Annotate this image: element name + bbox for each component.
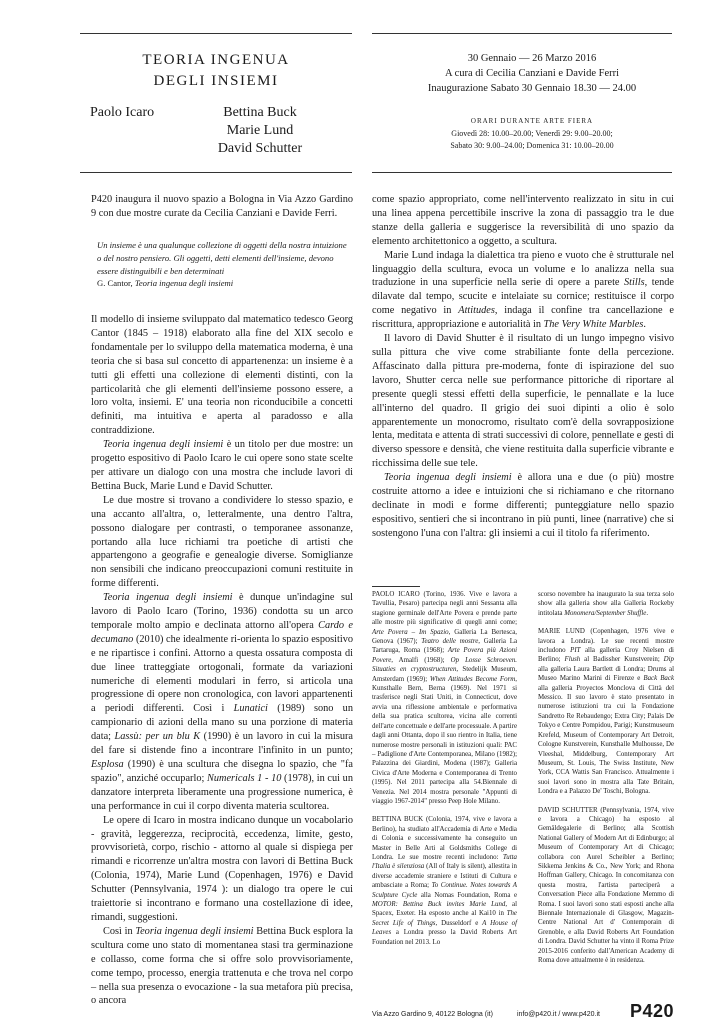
top-rule-right xyxy=(372,33,672,34)
bio-buck-e: , Dusseldorf e xyxy=(435,919,483,927)
bio-buck-continued xyxy=(538,590,674,618)
bio-icaro-b: , Galleria La Bertesca, Genova (1967); xyxy=(372,628,517,646)
bio-buck-w4: The Secret Life of Things xyxy=(372,910,517,927)
right-paragraph-2-text-b: , tende dilavate dal tempo, scucite e intelaiate su cornice; restituisce il corpo come negativo in xyxy=(372,277,675,317)
right-paragraph-4-title: Teoria ingenua degli insiemi xyxy=(384,472,512,484)
bio-icaro-a: PAOLO ICARO (Torino, 1936. Vive e lavora a Tavullia, Pesaro) partecipa negli anni Sessanta alla stagione germinale dell'Arte Povera e prende parte alle mostre più significative di quegli anni come; xyxy=(372,591,517,627)
paragraph-4-text-a: è dunque un'indagine sul lavoro di Paolo Icaro (Torino, 1936) condotta su un arco temporale molto ampio e declinata attorno all'opera xyxy=(91,592,353,631)
artist-paolo-icaro: Paolo Icaro xyxy=(90,105,155,120)
bio-buck-c: alla Nomas Foundation, Roma e xyxy=(417,891,518,899)
paragraph-6 xyxy=(91,925,353,1008)
work-stills: Stills xyxy=(624,277,645,289)
bio-lund-w1: PIT xyxy=(570,647,581,655)
exhibition-opening: Inaugurazione Sabato 30 Gennaio 18.30 — 24.00 xyxy=(427,83,637,94)
p420-logo: P420 xyxy=(630,1001,675,1021)
paragraph-6-text-b: Bettina Buck esplora la scultura come uno stato di momentanea stasi tra germinazione e collasso, come forma che si offre solo provvisoriamente, come tempo, processo, energia trattenuta e che trova nel corpo – nella sua presenza o evocazione - la sua metafora più precisa, o ancora xyxy=(91,925,353,1007)
work-attitudes: Attitudes xyxy=(458,305,495,317)
bio-lund-e: alla galleria Proyectos Monclova di Città del Messico. Il suo lavoro è stato presentato in numerose istituzioni tra cui la Fondazione Sandretto Re Rebaudengo; Extra City; Palais De Tokyo e Centre Pompidou, Parigi; Kunstmuseum Krefeld, Museum of Contemporary Art Detroit, Cologne Kunstverein, Kunsthalle Mulhousse, De Vleeshal, Middelburg, Contemporary Art Museum, St. Louis, The Swiss Institute, New York, CCA Wattis San Francisco. Attualmente i suoi lavori sono in mostra alla Tate Britain, Londra e a Palazzo De' Toschi, Bologna. xyxy=(538,684,674,796)
quote-author: G. Cantor, xyxy=(97,278,133,289)
work-lunatici: Lunatici xyxy=(233,703,268,715)
bio-lund-0w: Monomera/September Shuffle xyxy=(564,609,647,617)
mid-rule-left xyxy=(80,172,352,173)
bio-buck-a: BETTINA BUCK (Colonia, 1974, vive e lavora a Berlino), ha studiato all'Accademia di Arte e Media di Colonia e successivamente ha conseguito un Master in Belle Arti al Goldsmiths College di Londra. Le sue mostre recenti includono: xyxy=(372,816,517,861)
hours-block xyxy=(372,128,692,152)
paragraph-1: Il modello di insieme sviluppato dal matematico tedesco Georg Cantor (1845 – 1918) elaborato alla fine del XIX secolo e fondamentale per lo sviluppo della matematica moderna, è una teoria che si basa sul concetto di appartenenza: un insieme è a tutti gli effetti una collezione di elementi distinti, con la particolarità che gli elementi dell'insieme possono essere, a loro volta, insiemi. E' una teoria non riconducibile a concetti definiti, ma intuitiva e aperta al paradosso e alla contraddizione. xyxy=(91,314,353,437)
bio-marie-lund xyxy=(538,627,674,796)
bio-icaro-w1: Arte Povera – Im Spazio xyxy=(372,628,449,636)
left-column xyxy=(91,193,353,221)
right-paragraph-2-text-c: , indaga il confine tra cancellazione e riscrittura, appropriazione e autorialità in xyxy=(372,305,674,331)
exhibition-curators: A cura di Cecilia Canziani e Davide Ferri xyxy=(444,68,620,79)
bio-icaro-f: , Kunsthalle Bern, Berna (1969). Nel 1971 si trasferisce negli Stati Uniti, in Connecticut, dove avvia una riflessione ambientale e performativa della sua pratica scultorea, vicina alle correnti dell'arte concettuale e dell'arte processuale. A partire dagli anni Ottanta, dopo il suo rientro in Italia, tiene numerose mostre personali in istituzioni quali: PAC – Padiglione d'Arte Contemporanea, Milano (1982); Palazzina dei Giardini, Modena (1987); Galleria Civica d'Arte Moderna e Contemporanea di Trento (1995). Nel 2011 partecipa alla 54.Biennale di Venezia. Nel 2014 mostra personale "Appunti di viaggio 1967-2014" presso Peep Hole Milano. xyxy=(372,675,517,805)
bio-buck-b: (All of Italy is silent), allestita in diverse accademie straniere e Istituti di Cultura e ambasciate a Roma; xyxy=(372,863,517,890)
right-paragraph-2-text-a: Marie Lund indaga la dialettica tra pieno e vuoto che è strutturale nel linguaggio della scultura, evoca un volume e lo analizza nella sua traduzione in una superficie nella serie di opere a parete xyxy=(372,249,674,289)
bio-buck-w3: MOTOR: Bettina Buck invites Marie Lund xyxy=(372,901,506,908)
right-paragraph-4 xyxy=(372,471,674,541)
footer-contacts: info@p420.it / www.p420.it xyxy=(517,1011,600,1018)
paragraph-4-text-e: (1990) è una scultura che disegna lo spazio, che "fa spazio", anziché occuparlo; xyxy=(91,759,353,784)
paragraph-2-title: Teoria ingenua degli insiemi xyxy=(103,439,224,451)
left-column-main xyxy=(91,313,353,1008)
bio-paolo-icaro xyxy=(372,590,517,806)
bios-column-1 xyxy=(372,590,517,956)
right-paragraph-2 xyxy=(372,249,674,332)
bio-lund-d: alla galleria Laura Bartlett di Londra; Drums al Museo Marino Marini di Firenze e xyxy=(538,665,674,683)
hours-line-1: Giovedì 28: 10.00–20.00; Venerdì 29: 9.00–20.00; xyxy=(451,129,613,138)
paragraph-4-text-b: (2010) che idealmente ri-orienta lo spazio espositivo e ne ripartisce i confini. Attorno a questa ossatura composta di due linee tratteggiate ortogonali, formate da variazioni numeriche di elementi modulari in ferro, si articola una progressione di opere non cronologica, con lavori appartenenti a periodi differenti. Così i xyxy=(91,633,353,715)
paragraph-5: Le opere di Icaro in mostra indicano dunque un vocabolario - gravità, leggerezza, reciprocità, eccedenza, limite, gesto, provvisorietà, corpo, rischio - attorno al quale si dispiega per rimandi e ricorrenze un'altra mostra con lavori di Bettina Buck (Colonia, 1974), Marie Lund (Copenhagen, 1976) e David Schutter (Pennsylvania, 1974 ): un dialogo tra opere le cui traiettorie si incontrano e formano una costellazione di idee, rimandi, suggestioni. xyxy=(91,814,353,923)
bio-buck-f: a Londra presso la David Roberts Art Foundation nel 2013. Lo xyxy=(372,929,517,946)
mid-rule-right xyxy=(372,172,672,173)
bio-lund-w2: Flush xyxy=(564,656,581,664)
bio-buck-d: , al Spacex, Exeter. Ha esposto anche al Kai10 in xyxy=(372,901,517,918)
artist-david-schutter: David Schutter xyxy=(217,141,303,156)
work-lassu: Lassù: per un blu K xyxy=(114,731,201,743)
quote-text: Un insieme è una qualunque collezione di oggetti della nostra intuizione o del nostro pensiero. Gli oggetti, detti elementi dell'insieme, devono essere distinguibili e ben determinati xyxy=(97,240,347,276)
bio-buck-w5: A House of Leaves xyxy=(372,919,518,937)
paragraph-2-text: è un titolo per due mostre: un progetto espositivo di Paolo Icaro le cui opere sono state scelte per attivare un dialogo con una mostra che include lavori di Bettina Buck, Marie Lund e David Schutter. xyxy=(91,439,354,492)
title-line-1: TEORIA INGENUA xyxy=(142,52,290,68)
bio-buck-w2: To Continue. Notes towards A Sculpture Cycle xyxy=(372,882,517,899)
paragraph-4-text-d: (1990) è un lavoro in cui la misura del fare si distende fino a incontrare l'infinito in un punto; xyxy=(91,731,354,757)
bio-icaro-w5: When Attitudes Become Form xyxy=(429,675,516,683)
quote-source: Teoria ingenua degli insiemi xyxy=(134,278,234,289)
exhibition-info xyxy=(372,51,692,96)
hours-line-2: Sabato 30: 9.00–24.00; Domenica 31: 10.00–20.00 xyxy=(450,141,614,150)
paragraph-6-text-a: Così in xyxy=(103,925,136,937)
paragraph-3: Le due mostre si trovano a condividere lo stesso spazio, e una accanto all'altra, o, letteralmente, una dentro l'altra, possono dialogare per contrasti, o temporanee assonanze, portando alla luce richiami tra poetiche di artisti che appartengono a geografie e genealogie diverse. Somiglianze non sensibili che indicano preoccupazioni comuni restituite in forme differenti. xyxy=(91,494,353,590)
right-paragraph-4-text: è allora una e due (o più) mostre costruite attorno a idee e intuizioni che si richiamano e che ritornano declinate in modi e forme differenti; punteggiature nello spazio espositivo, sentieri che si incontrano in più punti, linee (narrative) che si sostengono l'una con l'altra: gli insiemi a cui il titolo fa riferimento. xyxy=(372,472,674,539)
top-rule-left xyxy=(80,33,352,34)
bios-rule xyxy=(372,586,420,587)
bio-icaro-d: , Amalfi (1968); xyxy=(391,656,451,664)
paragraph-4-text-c: (1989) sono un campionario di azioni della mano su una porzione di materia data; xyxy=(91,703,353,743)
bio-icaro-w2: Teatro delle mostre xyxy=(421,638,479,646)
bio-lund-w3: Dip xyxy=(663,656,674,664)
cantor-quote xyxy=(97,239,347,290)
intro-paragraph: P420 inaugura il nuovo spazio a Bologna in Via Azzo Gardino 9 con due mostre curate da Cecilia Canziani e Davide Ferri. xyxy=(91,194,353,219)
work-numericals: Numericals 1 - 10 xyxy=(207,772,282,784)
artist-marie-lund: Marie Lund xyxy=(226,123,294,138)
bio-lund-w4: Back Back xyxy=(643,675,674,683)
bio-david-schutter: DAVID SCHUTTER (Pennsylvania, 1974, vive e lavora a Chicago) ha esposto al Gemäldegalerie di Berlino; alla Scottish National Gallery of Modern Art di Edinburgo; al Museum of Contemporary Art di Chicago; collabora con Aurel Scheibler a Berlino; Sikkema Jenkins & Co., New York; and Rhona Hoffman Gallery, Chicago. In concomitanza con questa mostra, l'artista parteciperà a Conversation Piece alla Fondazione Memmo di Roma. I suoi lavori sono stati esposti anche alla Biennale Internazionale di Glasgow, Magazin- Centre National Art d' Contemporain di Grenoble, e alla David Roberts Art Foundation di Londra. David Schutter ha vinto il Roma Prize 2015-2016 conferito dall'American Academy di Roma dove attualmente è in residenza. xyxy=(538,806,674,965)
footer-address: Via Azzo Gardino 9, 40122 Bologna (it) xyxy=(372,1011,493,1018)
paragraph-4-text-f: (1978), in cui un danzatore interpreta liberamente una progressione numerica, è una performance in cui il corpo diventa materia scultorea. xyxy=(91,772,353,812)
paragraph-4 xyxy=(91,591,353,814)
right-column xyxy=(372,193,674,541)
bio-icaro-c: , Galleria La Tartaruga, Roma (1968); xyxy=(372,638,517,655)
right-paragraph-3: Il lavoro di David Shutter è il risultato di un lungo impegno visivo sulla pittura che vive come strabiliante fonte della percezione. Affascinato dalla pittura pre-moderna, fonte di ispirazione del suo lavoro, Shutter cerca nelle sue performance pittoriche di riportare al presente quegli stessi effetti della superficie, le pennallate e la luce all'interno del quadro. Il grigio dei suoi dipinti a olio è solo apparentemente un monocromo, risultato com'è della sovrapposizione lenta, meditata e attenta di strati successivi di colore, pennellate e gesti di diverso spessore e densità, che viene restituita dalla superficie vibrante e ricchissima delle sue tele. xyxy=(372,333,674,470)
artists-group xyxy=(205,104,315,158)
bio-lund-0b: . xyxy=(646,609,649,617)
artist-bettina-buck: Bettina Buck xyxy=(223,105,297,120)
title-line-2: DEGLI INSIEMI xyxy=(153,73,279,89)
bio-lund-b: alla galleria Croy Nielsen di Berlino; xyxy=(538,647,674,664)
exhibition-dates: 30 Gennaio — 26 Marzo 2016 xyxy=(467,53,597,64)
paragraph-6-title: Teoria ingenua degli insiemi xyxy=(135,925,254,937)
bio-bettina-buck xyxy=(372,815,517,947)
bios-column-2 xyxy=(538,590,674,974)
right-paragraph-1: come spazio appropriato, come nell'intervento realizzato in situ in cui una linea appena percettibile inscrive la zona di passaggio tra le due stanze della galleria e suggerisce la reversibilità di uno spazio da elemento architettonico a oggetto, a scultura. xyxy=(372,194,674,247)
exhibition-title xyxy=(80,50,352,92)
bio-icaro-e: , Stedelijk Museum, Amsterdam (1969); xyxy=(372,666,517,683)
paragraph-4-title: Teoria ingenua degli insiemi xyxy=(103,592,233,604)
bio-icaro-w3: Arte Povera più Azioni Povere xyxy=(372,647,517,664)
bio-icaro-w4: Op Losse Schroeven. Situaties en cryptostructuren xyxy=(372,656,517,674)
bio-lund-a: MARIE LUND (Copenhagen, 1976 vive e lavora a Londra). Le sue recenti mostre includono xyxy=(538,628,674,655)
work-very-white-marbles: The Very White Marbles xyxy=(543,319,644,331)
work-esplosa: Esplosa xyxy=(91,759,124,770)
work-cardo-e-decumano: Cardo e decumano xyxy=(91,619,353,645)
bio-buck-w1: Tutta l'Italia è silenziosa xyxy=(372,853,517,871)
paragraph-2 xyxy=(91,438,353,494)
bio-lund-0: scorso novembre ha inaugurato la sua terza solo show alla galleria show alla Galleria Rockeby intitolata xyxy=(538,591,674,617)
hours-title: ORARI DURANTE ARTE FIERA xyxy=(470,117,594,125)
right-paragraph-2-text-d: . xyxy=(643,319,646,331)
bio-lund-c: al Badissher Kunstverein; xyxy=(580,656,664,664)
